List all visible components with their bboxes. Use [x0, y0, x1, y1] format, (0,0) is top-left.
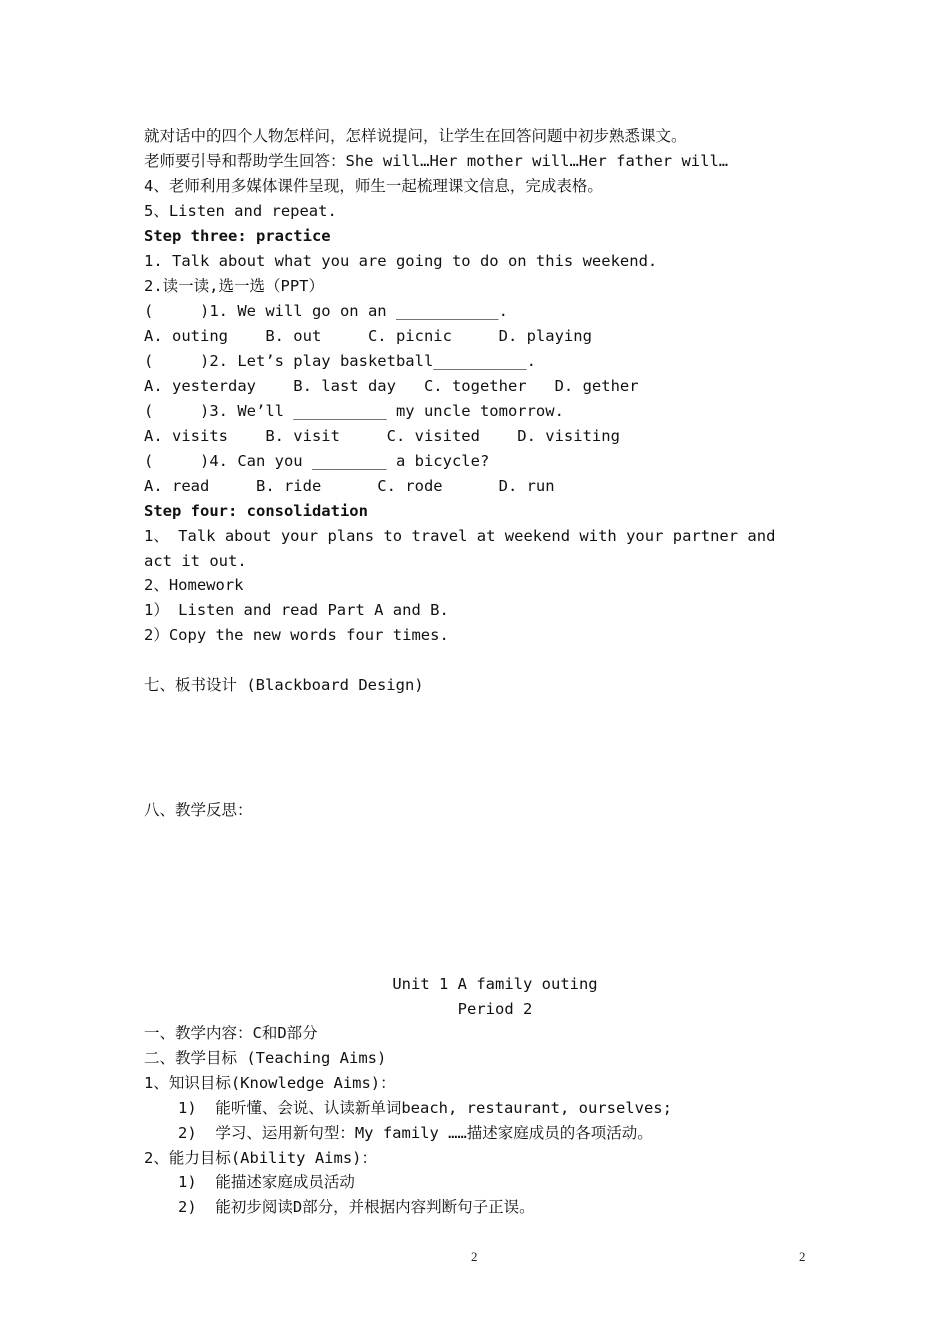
text-line: 5、Listen and repeat. [144, 202, 337, 220]
text-line: 2、能力目标(Ability Aims)： [144, 1149, 377, 1167]
text-line: 2、Homework [144, 576, 244, 594]
exercise-question: ( )3. We’ll __________ my uncle tomorrow. [144, 402, 564, 420]
text-line: 2.读一读,选一选（PPT） [144, 277, 324, 295]
text-line: 1、 Talk about your plans to travel at weekend with your partner and [144, 527, 776, 545]
exercise-question: ( )1. We will go on an ___________. [144, 302, 508, 320]
exercise-options: A. outing B. out C. picnic D. playing [144, 327, 592, 345]
text-line: 2) 能初步阅读D部分，并根据内容判断句子正误。 [178, 1198, 535, 1216]
text-line: 二、教学目标 (Teaching Aims) [144, 1049, 387, 1067]
section-heading: Step four: consolidation [144, 502, 368, 520]
text-line: 1) 能描述家庭成员活动 [178, 1173, 355, 1191]
section-heading: Step three: practice [144, 227, 331, 245]
doc-subtitle: Period 2 [457, 1000, 533, 1018]
section-heading: 八、教学反思： [144, 801, 253, 819]
page-number-center: 2 [471, 1249, 478, 1264]
text-line: 1） Listen and read Part A and B. [144, 601, 449, 619]
text-line: 2）Copy the new words four times. [144, 626, 449, 644]
section-heading: 七、板书设计 (Blackboard Design) [144, 676, 424, 694]
text-line: 1、知识目标(Knowledge Aims)： [144, 1074, 396, 1092]
exercise-question: ( )2. Let’s play basketball__________. [144, 352, 536, 370]
exercise-question: ( )4. Can you ________ a bicycle? [144, 452, 490, 470]
text-line: 就对话中的四个人物怎样问，怎样说提问，让学生在回答问题中初步熟悉课文。 [144, 127, 687, 145]
text-line: act it out. [144, 552, 247, 570]
page-number-right: 2 [799, 1249, 806, 1264]
text-line: 老师要引导和帮助学生回答：She will…Her mother will…Her father will… [144, 152, 729, 170]
text-line: 2) 学习、运用新句型：My family ……描述家庭成员的各项活动。 [178, 1124, 653, 1142]
exercise-options: A. read B. ride C. rode D. run [144, 477, 555, 495]
doc-title: Unit 1 A family outing [392, 975, 598, 993]
exercise-options: A. visits B. visit C. visited D. visiting [144, 427, 620, 445]
exercise-options: A. yesterday B. last day C. together D. gether [144, 377, 639, 395]
text-line: 1) 能听懂、会说、认读新单词beach, restaurant, ourselves; [178, 1099, 672, 1117]
text-line: 1. Talk about what you are going to do on this weekend. [144, 252, 658, 270]
text-line: 4、老师利用多媒体课件呈现，师生一起梳理课文信息，完成表格。 [144, 177, 603, 195]
text-line: 一、教学内容：C和D部分 [144, 1024, 318, 1042]
